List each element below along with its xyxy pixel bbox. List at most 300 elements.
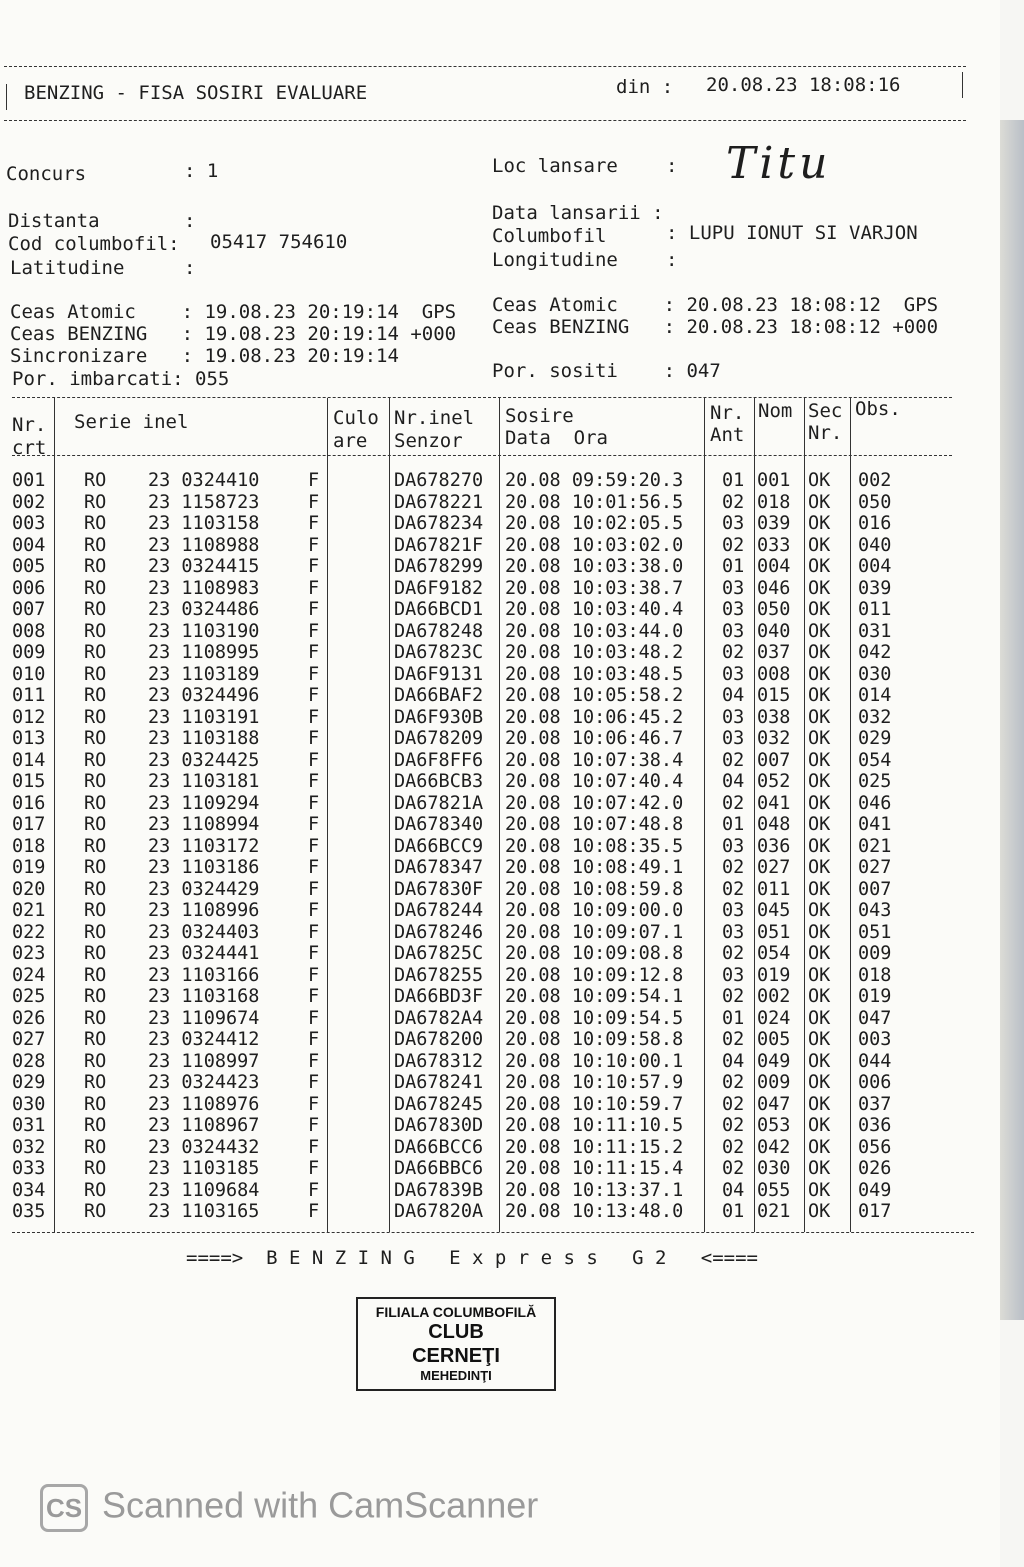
cell-sex: F	[308, 943, 320, 964]
table-row	[12, 513, 962, 535]
cell-arrival-time: 20.08 10:03:38.7	[505, 577, 684, 599]
cell-nr-ant: 01	[722, 1201, 745, 1222]
cell-nr-crt: 007	[12, 599, 46, 620]
cell-nom: 011	[757, 878, 791, 900]
cell-obs: 039	[858, 577, 892, 599]
cell-sensor-id: DA678255	[394, 964, 484, 986]
table-row	[12, 771, 962, 793]
cell-nr-crt: 031	[12, 1115, 46, 1136]
table-row	[12, 535, 962, 557]
cell-ring-serial: 23 0324410	[148, 470, 260, 491]
cell-arrival-time: 20.08 10:03:44.0	[505, 620, 684, 642]
header-serie-inel: Serie inel	[74, 411, 189, 433]
cell-sensor-id: DA67820A	[394, 1201, 484, 1222]
cell-sec-status: OK	[808, 857, 831, 878]
cell-sec-status: OK	[808, 986, 831, 1007]
cell-sex: F	[308, 706, 320, 728]
header-nr: Nr.	[12, 414, 47, 436]
cell-nr-crt: 010	[12, 663, 46, 685]
cell-ring-serial: 23 1108995	[148, 642, 260, 663]
cell-sensor-id: DA66BAF2	[394, 685, 484, 706]
header-are: are	[333, 430, 368, 452]
cell-obs: 049	[858, 1179, 892, 1201]
cell-ring-serial: 23 1108994	[148, 814, 260, 835]
loc-lansare-label: Loc lansare	[492, 155, 618, 177]
cell-obs: 050	[858, 491, 892, 513]
cell-obs: 007	[858, 878, 892, 900]
cell-sec-status: OK	[808, 835, 831, 857]
cell-obs: 006	[858, 1072, 892, 1093]
cell-sec-status: OK	[808, 663, 831, 685]
cell-nr-crt: 002	[12, 491, 46, 513]
cell-nr-ant: 02	[722, 1072, 745, 1093]
header-sec: Sec	[808, 400, 843, 422]
cell-country: RO	[84, 556, 107, 577]
cell-nr-ant: 02	[722, 878, 745, 900]
header-sosire: Sosire	[505, 405, 574, 427]
cell-sensor-id: DA678245	[394, 1093, 484, 1115]
cell-nr-crt: 025	[12, 986, 46, 1007]
stamp-line-filiala: FILIALA COLUMBOFILĂ	[375, 1304, 537, 1320]
cell-nom: 033	[757, 534, 791, 556]
cell-sensor-id: DA678200	[394, 1029, 484, 1050]
cell-sex: F	[308, 857, 320, 878]
cell-sex: F	[308, 1093, 320, 1115]
table-row	[12, 1137, 962, 1159]
cell-sex: F	[308, 663, 320, 685]
cell-sex: F	[308, 534, 320, 556]
cell-arrival-time: 20.08 10:06:46.7	[505, 728, 684, 749]
cell-sec-status: OK	[808, 921, 831, 943]
distanta-label: Distanta	[8, 210, 100, 232]
cell-nr-crt: 023	[12, 943, 46, 964]
table-row	[12, 1115, 962, 1137]
cell-obs: 037	[858, 1093, 892, 1115]
cell-sex: F	[308, 1029, 320, 1050]
cell-nom: 040	[757, 620, 791, 642]
cell-ring-serial: 23 0324415	[148, 556, 260, 577]
cell-ring-serial: 23 0324403	[148, 921, 260, 943]
cell-country: RO	[84, 1179, 107, 1201]
cell-country: RO	[84, 943, 107, 964]
cell-arrival-time: 20.08 10:07:42.0	[505, 792, 684, 814]
cell-arrival-time: 20.08 10:13:37.1	[505, 1179, 684, 1201]
table-row	[12, 1158, 962, 1180]
cell-nr-crt: 001	[12, 470, 46, 491]
arrivals-table	[12, 470, 962, 1223]
cell-ring-serial: 23 1103191	[148, 706, 260, 728]
page-edge-shadow	[1000, 120, 1024, 1320]
cell-country: RO	[84, 620, 107, 642]
table-row	[12, 728, 962, 750]
camscanner-logo-icon: CS	[40, 1484, 88, 1532]
cell-nr-ant: 02	[722, 986, 745, 1007]
cell-nom: 046	[757, 577, 791, 599]
loc-lansare-colon: :	[666, 155, 678, 177]
cell-nr-ant: 03	[722, 900, 745, 921]
cell-ring-serial: 23 1108976	[148, 1093, 260, 1115]
cell-nr-crt: 033	[12, 1158, 46, 1179]
cell-nom: 021	[757, 1201, 791, 1222]
cell-ring-serial: 23 1109294	[148, 792, 260, 814]
data-lansarii-label: Data lansarii :	[492, 202, 664, 224]
table-row	[12, 621, 962, 643]
cell-sex: F	[308, 792, 320, 814]
porumbei-sositi: Por. sositi : 047	[492, 360, 721, 382]
cell-sec-status: OK	[808, 470, 831, 491]
table-row	[12, 1180, 962, 1202]
cell-sensor-id: DA678340	[394, 814, 484, 835]
table-row	[12, 470, 962, 492]
cell-ring-serial: 23 1103166	[148, 964, 260, 986]
cell-obs: 044	[858, 1050, 892, 1072]
cell-nr-ant: 03	[722, 663, 745, 685]
cell-nr-ant: 01	[722, 1007, 745, 1029]
cell-obs: 004	[858, 556, 892, 577]
cell-country: RO	[84, 900, 107, 921]
cell-nom: 038	[757, 706, 791, 728]
cell-sec-status: OK	[808, 1136, 831, 1158]
cell-country: RO	[84, 878, 107, 900]
cell-country: RO	[84, 792, 107, 814]
cell-sex: F	[308, 728, 320, 749]
cell-nr-crt: 015	[12, 771, 46, 792]
cell-nr-ant: 03	[722, 513, 745, 534]
cell-nom: 032	[757, 728, 791, 749]
cell-nr-crt: 006	[12, 577, 46, 599]
cell-obs: 027	[858, 857, 892, 878]
table-row	[12, 492, 962, 514]
table-row	[12, 836, 962, 858]
cell-nr-crt: 005	[12, 556, 46, 577]
cell-sensor-id: DA67821A	[394, 792, 484, 814]
cell-sensor-id: DA67839B	[394, 1179, 484, 1201]
cell-nr-ant: 04	[722, 1050, 745, 1072]
cell-sex: F	[308, 878, 320, 900]
cell-country: RO	[84, 642, 107, 663]
report-date-label: din :	[616, 76, 674, 98]
cell-arrival-time: 20.08 09:59:20.3	[505, 470, 684, 491]
cell-nr-ant: 02	[722, 642, 745, 663]
cell-sex: F	[308, 1158, 320, 1179]
cell-country: RO	[84, 513, 107, 534]
cell-obs: 051	[858, 921, 892, 943]
cell-arrival-time: 20.08 10:07:48.8	[505, 814, 684, 835]
cell-ring-serial: 23 1103186	[148, 857, 260, 878]
cell-nom: 018	[757, 491, 791, 513]
cell-nr-crt: 016	[12, 792, 46, 814]
table-row	[12, 986, 962, 1008]
cell-sensor-id: DA6F930B	[394, 706, 484, 728]
cod-columbofil-label: Cod columbofil:	[8, 233, 180, 255]
cell-nr-ant: 03	[722, 921, 745, 943]
cell-obs: 009	[858, 943, 892, 964]
header-top-rule	[4, 66, 966, 67]
cell-ring-serial: 23 1109684	[148, 1179, 260, 1201]
cell-obs: 014	[858, 685, 892, 706]
cell-country: RO	[84, 986, 107, 1007]
cell-obs: 032	[858, 706, 892, 728]
cell-arrival-time: 20.08 10:05:58.2	[505, 685, 684, 706]
cell-sensor-id: DA678246	[394, 921, 484, 943]
cell-sensor-id: DA66BCC9	[394, 835, 484, 857]
cell-sensor-id: DA67823C	[394, 642, 484, 663]
cell-country: RO	[84, 728, 107, 749]
cell-obs: 030	[858, 663, 892, 685]
cell-sec-status: OK	[808, 491, 831, 513]
cell-ring-serial: 23 0324429	[148, 878, 260, 900]
cell-arrival-time: 20.08 10:08:59.8	[505, 878, 684, 900]
cell-ring-serial: 23 0324486	[148, 599, 260, 620]
cell-obs: 002	[858, 470, 892, 491]
cell-nr-ant: 04	[722, 685, 745, 706]
concurs-value: : 1	[184, 160, 219, 182]
latitudine-label: Latitudine	[10, 257, 125, 279]
cell-sec-status: OK	[808, 1201, 831, 1222]
cell-nr-ant: 02	[722, 1136, 745, 1158]
stamp-line-mehedinti: MEHEDINŢI	[420, 1368, 492, 1383]
cell-nr-crt: 024	[12, 964, 46, 986]
cell-nr-ant: 02	[722, 857, 745, 878]
cell-ring-serial: 23 1158723	[148, 491, 260, 513]
cell-arrival-time: 20.08 10:10:59.7	[505, 1093, 684, 1115]
cell-obs: 021	[858, 835, 892, 857]
cell-sensor-id: DA678248	[394, 620, 484, 642]
cell-nr-ant: 02	[722, 749, 745, 771]
cell-nr-ant: 01	[722, 470, 745, 491]
cell-sensor-id: DA678234	[394, 513, 484, 534]
cell-nr-ant: 01	[722, 556, 745, 577]
cell-nr-crt: 028	[12, 1050, 46, 1072]
camscanner-watermark	[40, 1484, 538, 1532]
cell-arrival-time: 20.08 10:11:10.5	[505, 1115, 684, 1136]
cell-nr-ant: 01	[722, 814, 745, 835]
table-row	[12, 556, 962, 578]
longitudine-label: Longitudine	[492, 249, 618, 271]
cell-sex: F	[308, 513, 320, 534]
columbofil-value: : LUPU IONUT SI VARJON	[666, 222, 918, 244]
cell-ring-serial: 23 1103190	[148, 620, 260, 642]
cell-sex: F	[308, 900, 320, 921]
table-row	[12, 879, 962, 901]
cell-sec-status: OK	[808, 513, 831, 534]
ceas-benzing-left: Ceas BENZING : 19.08.23 20:19:14 +000	[10, 323, 457, 345]
cell-sec-status: OK	[808, 1072, 831, 1093]
cell-sex: F	[308, 1136, 320, 1158]
cell-nr-ant: 03	[722, 835, 745, 857]
table-bottom-rule	[12, 1232, 974, 1233]
cell-country: RO	[84, 534, 107, 556]
table-row	[12, 1094, 962, 1116]
cell-ring-serial: 23 1103185	[148, 1158, 260, 1179]
cell-obs: 019	[858, 986, 892, 1007]
ceas-atomic-right: Ceas Atomic : 20.08.23 18:08:12 GPS	[492, 294, 939, 316]
cell-ring-serial: 23 1103188	[148, 728, 260, 749]
header-right-border	[962, 72, 963, 98]
cell-arrival-time: 20.08 10:11:15.2	[505, 1136, 684, 1158]
cell-obs: 026	[858, 1158, 892, 1179]
cell-obs: 047	[858, 1007, 892, 1029]
cell-nom: 015	[757, 685, 791, 706]
header-crt: crt	[12, 437, 47, 459]
cell-sec-status: OK	[808, 642, 831, 663]
cell-country: RO	[84, 1072, 107, 1093]
cell-sec-status: OK	[808, 792, 831, 814]
cell-nom: 055	[757, 1179, 791, 1201]
cell-sensor-id: DA66BCD1	[394, 599, 484, 620]
cell-nom: 008	[757, 663, 791, 685]
cell-sensor-id: DA6F8FF6	[394, 749, 484, 771]
cell-sec-status: OK	[808, 620, 831, 642]
cell-ring-serial: 23 1103165	[148, 1201, 260, 1222]
cell-sensor-id: DA678221	[394, 491, 484, 513]
cell-nr-ant: 02	[722, 534, 745, 556]
cell-sec-status: OK	[808, 964, 831, 986]
cell-sex: F	[308, 835, 320, 857]
cell-sensor-id: DA66BD3F	[394, 986, 484, 1007]
cell-obs: 016	[858, 513, 892, 534]
cell-country: RO	[84, 1136, 107, 1158]
cell-nom: 052	[757, 771, 791, 792]
cell-nr-crt: 004	[12, 534, 46, 556]
ceas-atomic-left: Ceas Atomic : 19.08.23 20:19:14 GPS	[10, 301, 457, 323]
cell-arrival-time: 20.08 10:08:35.5	[505, 835, 684, 857]
cell-ring-serial: 23 1108983	[148, 577, 260, 599]
cell-sensor-id: DA678241	[394, 1072, 484, 1093]
loc-lansare-handwritten: Titu	[726, 138, 832, 189]
cell-obs: 011	[858, 599, 892, 620]
cell-nr-crt: 008	[12, 620, 46, 642]
cell-sex: F	[308, 685, 320, 706]
cell-nom: 048	[757, 814, 791, 835]
cell-obs: 041	[858, 814, 892, 835]
cell-sec-status: OK	[808, 706, 831, 728]
cell-nr-crt: 018	[12, 835, 46, 857]
table-row	[12, 642, 962, 664]
cell-nom: 037	[757, 642, 791, 663]
cell-ring-serial: 23 1108967	[148, 1115, 260, 1136]
cell-nr-crt: 034	[12, 1179, 46, 1201]
cell-country: RO	[84, 771, 107, 792]
cell-sensor-id: DA67825C	[394, 943, 484, 964]
cell-sensor-id: DA678244	[394, 900, 484, 921]
table-row	[12, 900, 962, 922]
cell-obs: 043	[858, 900, 892, 921]
cell-country: RO	[84, 749, 107, 771]
cell-sex: F	[308, 577, 320, 599]
cell-nr-crt: 012	[12, 706, 46, 728]
table-row	[12, 814, 962, 836]
cell-sex: F	[308, 921, 320, 943]
cell-nr-crt: 009	[12, 642, 46, 663]
cell-ring-serial: 23 0324425	[148, 749, 260, 771]
cell-sex: F	[308, 599, 320, 620]
cell-nr-ant: 04	[722, 1179, 745, 1201]
cell-nr-ant: 02	[722, 1115, 745, 1136]
cell-sec-status: OK	[808, 749, 831, 771]
cell-sensor-id: DA6F9182	[394, 577, 484, 599]
cell-ring-serial: 23 0324423	[148, 1072, 260, 1093]
cell-arrival-time: 20.08 10:02:05.5	[505, 513, 684, 534]
cell-nr-ant: 02	[722, 1158, 745, 1179]
cell-arrival-time: 20.08 10:03:40.4	[505, 599, 684, 620]
cell-nom: 054	[757, 943, 791, 964]
cell-ring-serial: 23 1103181	[148, 771, 260, 792]
cell-obs: 025	[858, 771, 892, 792]
cell-country: RO	[84, 921, 107, 943]
cell-sensor-id: DA67830D	[394, 1115, 484, 1136]
cell-arrival-time: 20.08 10:03:48.2	[505, 642, 684, 663]
header-sec-nr: Nr.	[808, 422, 843, 444]
cell-arrival-time: 20.08 10:09:00.0	[505, 900, 684, 921]
cell-sex: F	[308, 1007, 320, 1029]
table-row	[12, 793, 962, 815]
cell-country: RO	[84, 706, 107, 728]
cell-nr-ant: 03	[722, 964, 745, 986]
cell-nr-ant: 02	[722, 792, 745, 814]
cell-nom: 024	[757, 1007, 791, 1029]
cell-obs: 036	[858, 1115, 892, 1136]
cell-sec-status: OK	[808, 878, 831, 900]
table-row	[12, 943, 962, 965]
stamp-line-cerneti: CERNEŢI	[412, 1345, 500, 1367]
cell-obs: 003	[858, 1029, 892, 1050]
cell-nr-crt: 032	[12, 1136, 46, 1158]
cell-sec-status: OK	[808, 1029, 831, 1050]
cell-country: RO	[84, 491, 107, 513]
cell-sex: F	[308, 620, 320, 642]
cell-sex: F	[308, 1050, 320, 1072]
cell-ring-serial: 23 1109674	[148, 1007, 260, 1029]
cell-sex: F	[308, 986, 320, 1007]
cell-sec-status: OK	[808, 577, 831, 599]
cell-ring-serial: 23 0324412	[148, 1029, 260, 1050]
cell-nom: 050	[757, 599, 791, 620]
table-row	[12, 857, 962, 879]
cell-sec-status: OK	[808, 1115, 831, 1136]
cell-sensor-id: DA66BCB3	[394, 771, 484, 792]
cell-sensor-id: DA6782A4	[394, 1007, 484, 1029]
club-stamp	[356, 1297, 556, 1391]
cell-sex: F	[308, 556, 320, 577]
cell-sec-status: OK	[808, 728, 831, 749]
cell-sex: F	[308, 1115, 320, 1136]
cell-obs: 046	[858, 792, 892, 814]
cell-country: RO	[84, 1115, 107, 1136]
cell-obs: 017	[858, 1201, 892, 1222]
cell-nr-ant: 02	[722, 491, 745, 513]
cell-nom: 001	[757, 470, 791, 491]
cell-nr-crt: 026	[12, 1007, 46, 1029]
cell-country: RO	[84, 663, 107, 685]
cell-ring-serial: 23 0324441	[148, 943, 260, 964]
cell-nom: 041	[757, 792, 791, 814]
sincronizare: Sincronizare : 19.08.23 20:19:14	[10, 345, 399, 367]
cell-country: RO	[84, 857, 107, 878]
cell-obs: 040	[858, 534, 892, 556]
cell-nom: 053	[757, 1115, 791, 1136]
cell-nom: 019	[757, 964, 791, 986]
table-row	[12, 599, 962, 621]
cell-arrival-time: 20.08 10:09:58.8	[505, 1029, 684, 1050]
table-row	[12, 1201, 962, 1223]
cell-sensor-id: DA6F9131	[394, 663, 484, 685]
cell-sec-status: OK	[808, 900, 831, 921]
table-row	[12, 685, 962, 707]
cell-nom: 042	[757, 1136, 791, 1158]
cell-country: RO	[84, 577, 107, 599]
cell-ring-serial: 23 0324432	[148, 1136, 260, 1158]
